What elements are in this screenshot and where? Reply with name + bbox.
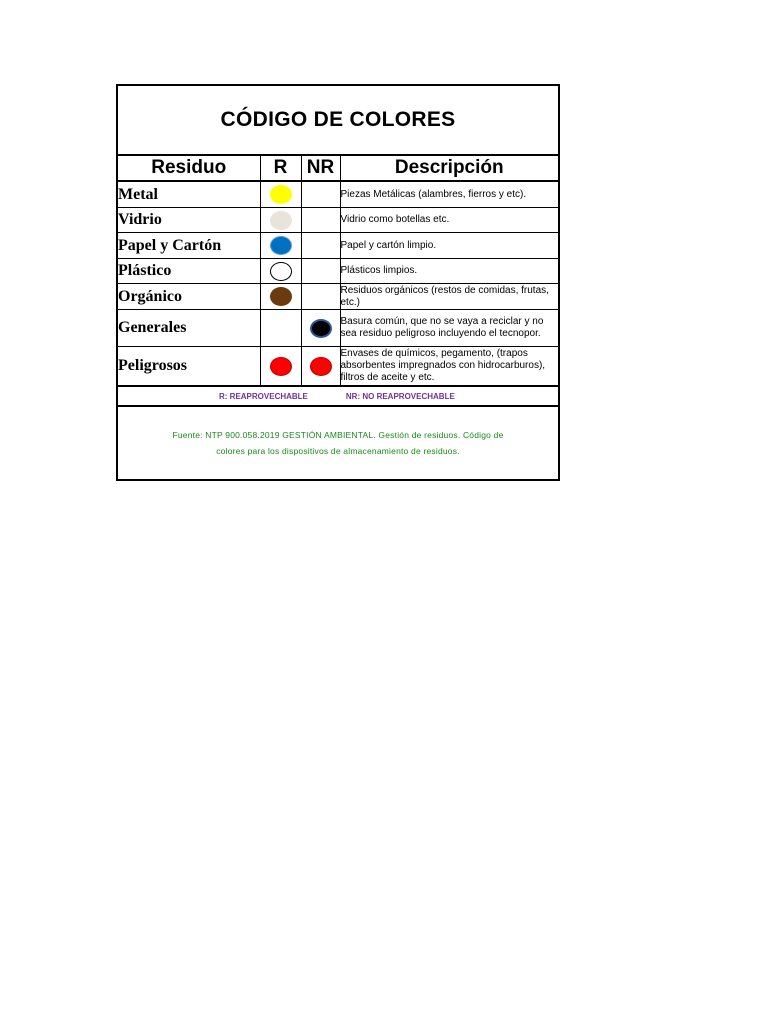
header-nr: NR bbox=[301, 156, 340, 181]
nr-cell bbox=[301, 233, 340, 259]
nr-cell bbox=[301, 310, 340, 347]
color-dot-icon bbox=[270, 236, 292, 255]
residuo-name: Peligrosos bbox=[118, 347, 260, 386]
nr-cell bbox=[301, 259, 340, 284]
color-dot-icon bbox=[270, 287, 292, 306]
residuo-name: Papel y Cartón bbox=[118, 233, 260, 259]
color-dot-icon bbox=[270, 211, 292, 230]
r-cell bbox=[260, 347, 301, 386]
color-code-table bbox=[118, 156, 558, 386]
table-row bbox=[118, 347, 558, 386]
header-descripcion: Descripción bbox=[340, 156, 558, 181]
residuo-description: Plásticos limpios. bbox=[340, 259, 558, 284]
legend-row bbox=[118, 386, 558, 407]
table-row bbox=[118, 233, 558, 259]
legend-r: R: REAPROVECHABLE bbox=[219, 391, 308, 401]
r-cell bbox=[260, 259, 301, 284]
table-row bbox=[118, 259, 558, 284]
residuo-name: Orgánico bbox=[118, 284, 260, 310]
residuo-description: Residuos orgánicos (restos de comidas, frutas, etc.) bbox=[340, 284, 558, 310]
residuo-name: Generales bbox=[118, 310, 260, 347]
nr-cell bbox=[301, 208, 340, 233]
residuo-description: Envases de químicos, pegamento, (trapos absorbentes impregnados con hidrocarburos), filtros de aceite y etc. bbox=[340, 347, 558, 386]
color-dot-icon bbox=[310, 319, 332, 338]
residuo-description: Papel y cartón limpio. bbox=[340, 233, 558, 259]
residuo-description: Basura común, que no se vaya a reciclar y no sea residuo peligroso incluyendo el tecnopor. bbox=[340, 310, 558, 347]
header-residuo: Residuo bbox=[118, 156, 260, 181]
color-dot-icon bbox=[270, 262, 292, 281]
color-dot-icon bbox=[270, 357, 292, 376]
r-cell bbox=[260, 181, 301, 208]
table-row bbox=[118, 310, 558, 347]
residuo-name: Vidrio bbox=[118, 208, 260, 233]
legend-nr: NR: NO REAPROVECHABLE bbox=[345, 391, 455, 401]
table-header-row bbox=[118, 156, 558, 181]
residuo-name: Plástico bbox=[118, 259, 260, 284]
residuo-description: Vidrio como botellas etc. bbox=[340, 208, 558, 233]
r-cell bbox=[260, 284, 301, 310]
source-note bbox=[118, 407, 558, 479]
color-dot-icon bbox=[310, 357, 332, 376]
table-row bbox=[118, 181, 558, 208]
table-row bbox=[118, 208, 558, 233]
nr-cell bbox=[301, 284, 340, 310]
r-cell bbox=[260, 310, 301, 347]
nr-cell bbox=[301, 347, 340, 386]
residuo-name: Metal bbox=[118, 181, 260, 208]
source-line-1: Fuente: NTP 900.058.2019 GESTIÓN AMBIENTAL. Gestión de residuos. Código de bbox=[172, 430, 504, 440]
color-code-document bbox=[116, 84, 560, 481]
title-row bbox=[118, 86, 558, 156]
r-cell bbox=[260, 233, 301, 259]
header-r: R bbox=[260, 156, 301, 181]
residuo-description: Piezas Metálicas (alambres, fierros y etc). bbox=[340, 181, 558, 208]
r-cell bbox=[260, 208, 301, 233]
color-dot-icon bbox=[270, 185, 292, 204]
table-row bbox=[118, 284, 558, 310]
source-line-2: colores para los dispositivos de almacenamiento de residuos. bbox=[216, 446, 460, 456]
nr-cell bbox=[301, 181, 340, 208]
document-title: CÓDIGO DE COLORES bbox=[220, 108, 456, 131]
